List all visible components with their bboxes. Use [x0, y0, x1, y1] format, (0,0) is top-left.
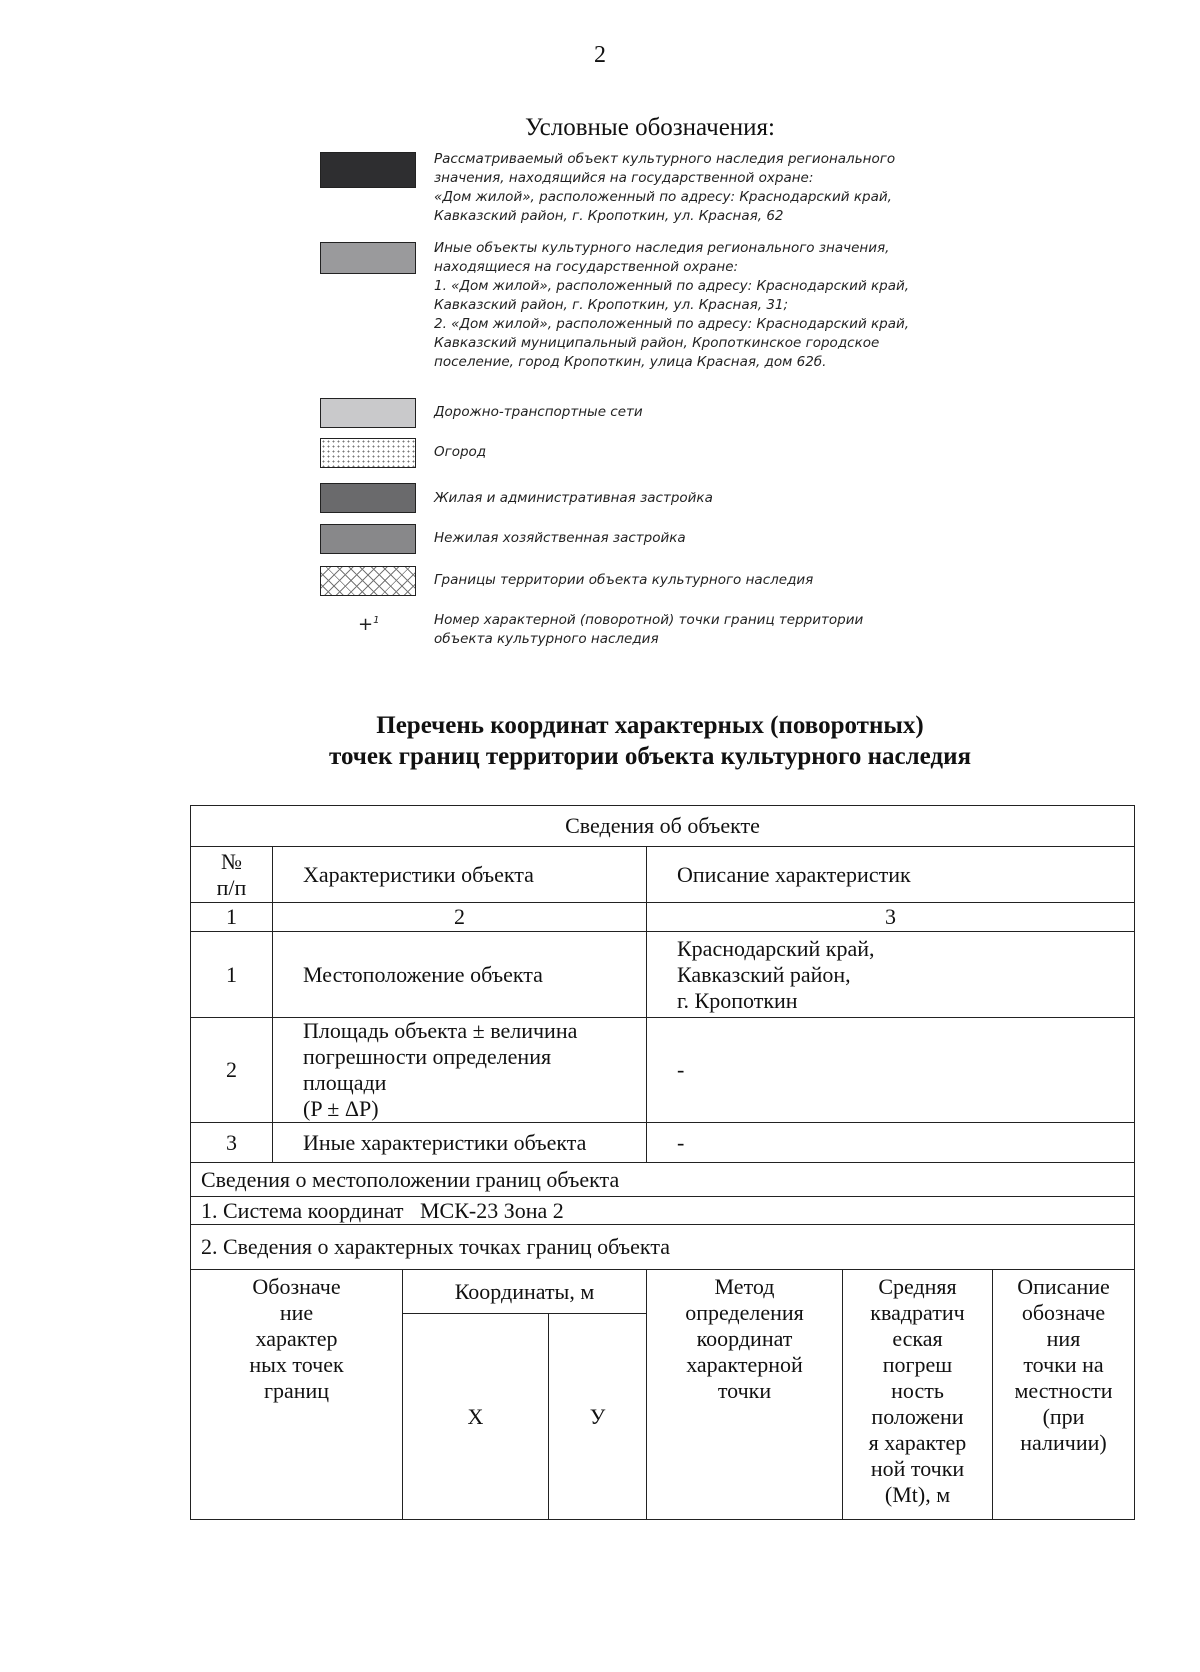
header-x: X	[403, 1314, 549, 1520]
dotted-swatch	[320, 438, 416, 468]
row-characteristic: Площадь объекта ± величина погрешности определения площади (P ± ΔP)	[273, 1018, 647, 1123]
row-number: 1	[191, 932, 273, 1018]
coordinate-system: 1. Система координат МСК-23 Зона 2	[191, 1197, 1135, 1225]
page-heading: Перечень координат характерных (поворотных) точек границ территории объекта культурного наследия	[329, 712, 971, 770]
legend-text: Нежилая хозяйственная застройка	[434, 530, 686, 546]
row-value: -	[647, 1018, 1135, 1123]
legend-title: Условные обозначения:	[524, 114, 776, 141]
dark-swatch	[320, 152, 416, 188]
point-marker-icon: +$^1$	[358, 614, 380, 635]
header-coordinates: Координаты, м	[403, 1270, 647, 1314]
header-point-description: Описание обозначе ния точки на местности (при наличии)	[993, 1270, 1135, 1520]
column-number-1: 1	[191, 903, 273, 932]
light-swatch	[320, 398, 416, 428]
points-title: 2. Сведения о характерных точках границ объекта	[191, 1225, 1135, 1270]
header-point-designation: Обозначе ние характер ных точек границ	[191, 1270, 403, 1520]
page-number: 2	[594, 42, 606, 68]
legend-text: Огород	[434, 444, 487, 460]
header-number: № п/п	[191, 847, 273, 903]
row-characteristic: Местоположение объекта	[273, 932, 647, 1018]
crosshatch-swatch	[320, 566, 416, 596]
section-title: Сведения об объекте	[191, 806, 1135, 847]
table-row	[191, 932, 1135, 1018]
column-number-3: 3	[647, 903, 1135, 932]
header-error: Средняя квадратич еская погреш ность положени я характер ной точки (Mt), м	[843, 1270, 993, 1520]
header-description: Описание характеристик	[647, 847, 1135, 903]
legend-text: Жилая и административная застройка	[434, 490, 713, 506]
header-characteristics: Характеристики объекта	[273, 847, 647, 903]
row-value: Краснодарский край, Кавказский район, г. Кропоткин	[647, 932, 1135, 1018]
table-row	[191, 1123, 1135, 1163]
legend-text: Иные объекты культурного наследия регионального значения, находящиеся на государственной охране: 1. «Дом жилой», расположенный по адресу: Краснодарский край, Кавказский район, г. Кропоткин, ул. Красная, 31; 2. «Дом жилой», расположенный по адресу: Краснодарский край, Кавказский муниципальный район, Кропоткинское городское поселение, город Кропоткин, улица Красная, дом 62б.	[434, 240, 910, 370]
row-number: 2	[191, 1018, 273, 1123]
header-method: Метод определения координат характерной точки	[647, 1270, 843, 1520]
row-number: 3	[191, 1123, 273, 1163]
location-title: Сведения о местоположении границ объекта	[191, 1163, 1135, 1197]
medium-swatch	[320, 242, 416, 274]
legend-text: Дорожно-транспортные сети	[434, 404, 643, 420]
header-y: У	[549, 1314, 647, 1520]
legend-text: Границы территории объекта культурного наследия	[434, 572, 814, 588]
row-characteristic: Иные характеристики объекта	[273, 1123, 647, 1163]
row-value: -	[647, 1123, 1135, 1163]
service-swatch	[320, 524, 416, 554]
object-table	[190, 805, 1135, 1520]
legend-text: Рассматриваемый объект культурного наследия регионального значения, находящийся на государственной охране: «Дом жилой», расположенный по адресу: Краснодарский край, Кавказский район, г. Кропоткин, ул. Красная, 62	[434, 151, 896, 224]
residential-swatch	[320, 483, 416, 513]
table-row	[191, 1018, 1135, 1123]
legend-text: Номер характерной (поворотной) точки границ территории объекта культурного наследия	[434, 612, 864, 647]
column-number-2: 2	[273, 903, 647, 932]
